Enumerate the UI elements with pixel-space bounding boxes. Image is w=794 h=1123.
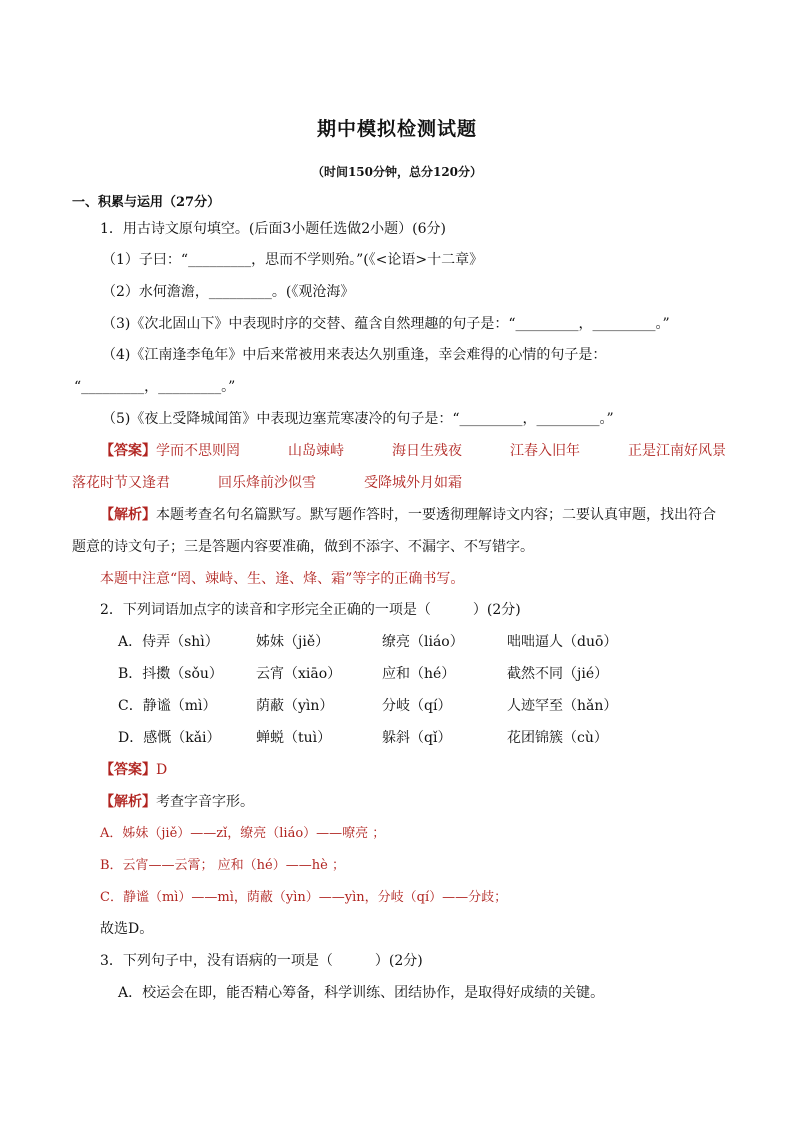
q2-option-b-3: 应和（hé）: [382, 666, 456, 682]
q1-item-4-blanks: “_________，_________。”: [74, 379, 236, 395]
q2-explanation-b: B．云宵——云霄； 应和（hé）——hè ；: [100, 858, 345, 873]
answer-part: 落花时节又逢君: [72, 475, 170, 491]
q1-analysis-line-1: [100, 505, 716, 525]
page-subtitle: （时间150分钟，总分120分）: [311, 165, 483, 179]
q2-answer: [100, 760, 167, 780]
answer-part: 回乐烽前沙似雪: [218, 475, 316, 491]
q1-analysis-line-2: 题意的诗文句子；三是答题内容要准确，做到不添字、不漏字、不写错字。: [72, 539, 534, 555]
q1-answer-line: [100, 441, 726, 461]
q2-conclusion: 故选D。: [100, 921, 154, 937]
q2-stem: 2．下列词语加点字的读音和字形完全正确的一项是（ ）(2分): [100, 602, 521, 618]
answer-value: D: [156, 762, 168, 778]
q1-answer-line-2: [72, 473, 462, 493]
q1-item-1: （1）子曰：“_________，思而不学则殆。”(《<论语>十二章》: [102, 252, 484, 268]
q2-explanation-a: A．姊妹（jiě）——zǐ，缭亮（liáo）——嘹亮 ；: [100, 826, 386, 841]
q2-option-a-4: 咄咄逼人（duō）: [507, 634, 618, 650]
q2-option-b-1: B．抖擞（sǒu）: [118, 666, 223, 682]
q3-option-a: A．校运会在即，能否精心筹备，科学训练、团结协作，是取得好成绩的关键。: [118, 985, 605, 1001]
analysis-label: 【解析】: [100, 507, 156, 523]
q1-item-4: （4)《江南逢李龟年》中后来常被用来表达久别重逢，幸会难得的心情的句子是：: [102, 347, 607, 363]
q2-option-a-2: 姊妹（jiě）: [256, 634, 330, 650]
q3-stem: 3．下列句子中，没有语病的一项是（ ）(2分): [100, 953, 423, 969]
q1-item-3: （3)《次北固山下》中表现时序的交替、蕴含自然理趣的句子是：“_________，_________。”: [102, 316, 670, 332]
analysis-text: 考查字音字形。: [156, 794, 254, 810]
q2-option-c-1: C．静谧（mì）: [118, 698, 217, 714]
answer-label: 【答案】: [100, 443, 156, 459]
q2-option-a-3: 缭亮（liáo）: [382, 634, 464, 650]
answer-part: 正是江南好风景: [628, 443, 726, 459]
q2-option-d-3: 躲斜（qǐ）: [382, 730, 452, 746]
q2-option-c-2: 荫蔽（yìn）: [256, 698, 334, 714]
q2-option-d-2: 蝉蜕（tuì）: [256, 730, 332, 746]
q2-explanation-c: C．静谧（mì）——mì，荫蔽（yìn）——yìn，分岐（qí）——分歧；: [100, 890, 508, 905]
answer-part: 学而不思则罔: [156, 443, 240, 459]
q1-item-2: （2）水何澹澹，_________。(《观沧海》: [102, 284, 355, 300]
q2-option-d-1: D．感慨（kǎi）: [118, 730, 221, 746]
answer-part: 海日生残夜: [392, 443, 462, 459]
analysis-text: 本题考查名句名篇默写。默写题作答时，一要透彻理解诗文内容；二要认真审题，找出符合: [156, 507, 716, 523]
q2-option-c-3: 分岐（qí）: [382, 698, 452, 714]
q2-option-d-4: 花团锦簇（cù）: [507, 730, 608, 746]
section-heading: 一、积累与运用（27分）: [72, 195, 221, 210]
q2-option-a-1: A．侍弄（shì）: [118, 634, 219, 650]
q2-option-b-4: 截然不同（jié）: [507, 666, 609, 682]
q1-note: 本题中注意“罔、竦峙、生、逢、烽、霜”等字的正确书写。: [100, 571, 465, 587]
q2-option-b-2: 云宵（xiāo）: [256, 666, 342, 682]
answer-part: 山岛竦峙: [288, 443, 344, 459]
page-title: 期中模拟检测试题: [316, 118, 477, 140]
q2-option-c-4: 人迹罕至（hǎn）: [507, 698, 618, 714]
answer-part: 受降城外月如霜: [364, 475, 462, 491]
q2-analysis: [100, 792, 254, 812]
q1-stem: 1．用古诗文原句填空。(后面3小题任选做2小题）(6分): [100, 221, 447, 237]
analysis-label: 【解析】: [100, 794, 156, 810]
answer-part: 江春入旧年: [510, 443, 580, 459]
q1-item-5: （5)《夜上受降城闻笛》中表现边塞荒寒凄冷的句子是：“_________，_________。”: [102, 411, 614, 427]
answer-label: 【答案】: [100, 762, 156, 778]
